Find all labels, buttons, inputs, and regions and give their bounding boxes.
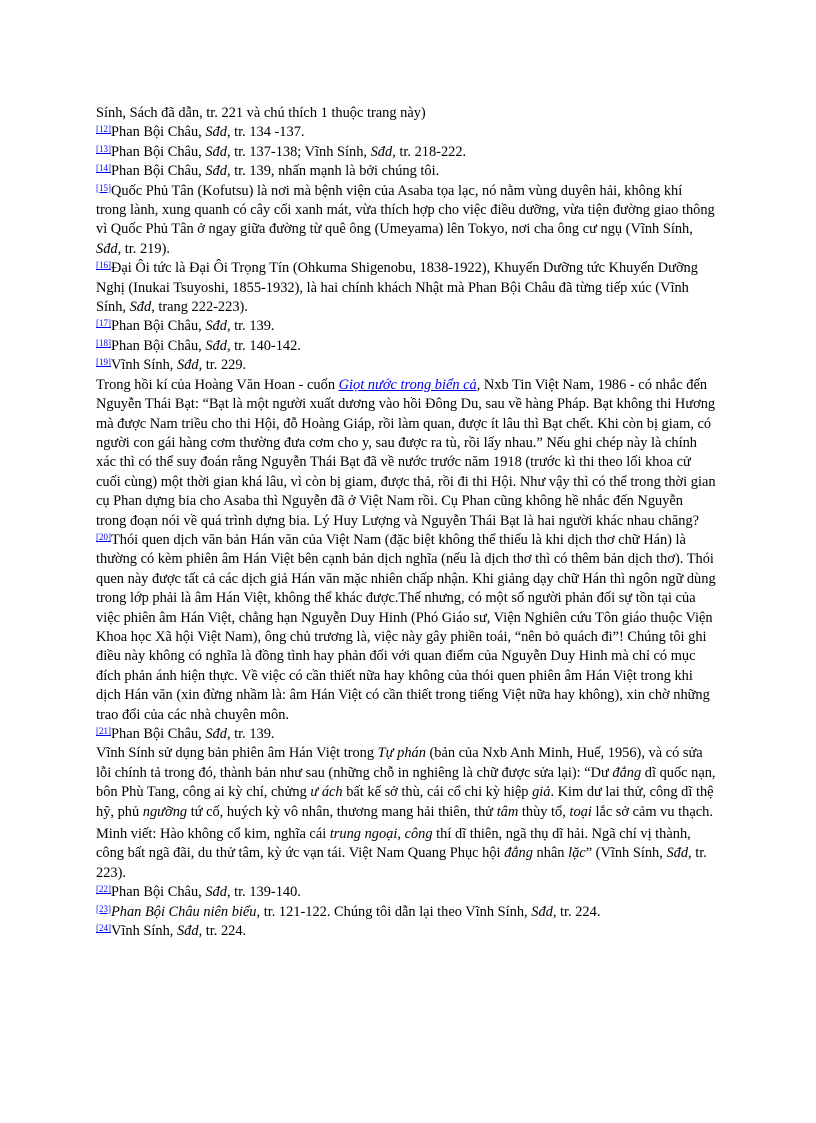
footnote-text: Vĩnh Sính,: [111, 357, 177, 374]
footnote-text: dĩ quốc nạn, bôn Phù Tang, công ai kỳ chí, chửng: [96, 764, 716, 801]
footnote-ref-link[interactable]: [20]: [96, 531, 111, 542]
italic-text: Sđd: [129, 299, 152, 316]
footnote-text: , tr. 121-122. Chúng tôi dẫn lại theo Vĩnh Sính,: [256, 903, 532, 920]
footnote-ref-link[interactable]: [12]: [96, 124, 111, 135]
italic-text: Sđd: [205, 124, 227, 141]
italic-text: Sđd: [205, 337, 227, 354]
footnote-ref-link[interactable]: [14]: [96, 163, 111, 174]
italic-text: toại: [569, 803, 592, 820]
footnote-15: [96, 182, 716, 260]
book-title-link[interactable]: Giọt nước trong biển cả: [338, 376, 477, 393]
italic-text: tâm: [496, 803, 519, 820]
italic-text: Sđd: [96, 240, 118, 257]
footnote-text: Vĩnh Sính sử dụng bản phiên âm Hán Việt trong: [96, 745, 378, 762]
footnote-text: , tr. 218-222.: [392, 143, 467, 160]
footnote-text: Quốc Phủ Tân (Kofutsu) là nơi mà bệnh viện của Asaba tọa lạc, nó nằm vùng duyên hải, không khí trong lành, xung quanh có cây cối xanh mát, vừa thích hợp cho việc điều dưỡng, vừa tiện đường giao thông vì Quốc Phủ Tân ở ngay giữa đường từ quê ông (Umeyama) lên Tokyo, nơi cha ông cư ngụ (Vĩnh Sính,: [96, 182, 715, 238]
footnote-text: Sính, Sách đã dẫn, tr. 221 và chú thích 1 thuộc trang này): [96, 105, 426, 121]
italic-text: ư ách: [310, 784, 343, 801]
footnote-ref-link[interactable]: [13]: [96, 143, 111, 154]
footnote-text: Phan Bội Châu,: [111, 143, 206, 160]
italic-text: đẳng: [504, 845, 533, 862]
footnote-text: (bản của Nxb Anh Minh, Huế, 1956), và có sửa lỗi chính tả trong đó, thành bản như sau (những chỗ in nghiêng là chữ được sửa lại): “Dư: [96, 745, 703, 781]
footnote-text: Phan Bội Châu,: [111, 124, 206, 141]
footnote-14: [96, 162, 716, 181]
italic-text: Phan Bội Châu niên biểu: [111, 903, 257, 920]
footnote-text: . Kim dư lai thử, công dĩ thệ hỹ, phủ: [96, 784, 714, 820]
footnote-text: , tr. 140-142.: [226, 337, 301, 354]
footnote-text: , tr. 137-138; Vĩnh Sính,: [226, 143, 371, 160]
footnote-paragraph: [96, 376, 716, 531]
italic-text: Sđd: [205, 318, 227, 335]
italic-text: lặc: [568, 845, 586, 862]
footnote-ref-link[interactable]: [23]: [96, 903, 111, 914]
footnote-text: ” (Vĩnh Sính,: [585, 845, 667, 862]
footnote-paragraph: [96, 104, 716, 123]
footnote-ref-link[interactable]: [22]: [96, 884, 111, 895]
footnote-text: , tr. 223).: [96, 845, 707, 881]
italic-text: Sđd: [531, 903, 553, 920]
footnote-text: Đại Ôi tức là Đại Ôi Trọng Tín (Ohkuma Shigenobu, 1838-1922), Khuyển Dưỡng tức Khuyển Dưỡng Nghị (Inukai Tsuyoshi, 1855-1932), là hai chính khách Nhật mà Phan Bội Châu đã từng tiếp xúc (Vĩnh Sính,: [96, 260, 698, 316]
italic-text: công: [404, 826, 433, 843]
footnote-text: , tr. 139, nhấn mạnh là bởi chúng tôi.: [226, 163, 440, 180]
italic-text: Tự phán: [377, 745, 426, 762]
italic-text: đẳng: [612, 764, 642, 781]
italic-text: Sđd: [176, 357, 199, 374]
footnote-text: , tr. 139-140.: [226, 884, 301, 901]
footnote-20: [96, 531, 716, 725]
footnote-16: [96, 259, 716, 317]
footnote-text: , tr. 139.: [226, 726, 275, 742]
footnote-text: bất kế sở thù, cái cổ chi kỳ hiệp: [342, 784, 533, 801]
footnote-text: Minh viết: Hào không cổ kim, nghĩa cái: [96, 826, 330, 843]
italic-text: Sđd: [370, 143, 393, 160]
italic-text: Sđd: [205, 726, 227, 742]
footnote-12: [96, 123, 716, 142]
footnote-text: , tr. 224.: [198, 923, 247, 940]
italic-text: Sđd: [205, 884, 227, 901]
footnote-23: [96, 903, 716, 922]
footnote-text: , tr. 219).: [117, 240, 170, 257]
footnote-text: Vĩnh Sính,: [111, 923, 177, 940]
footnote-text: ,: [397, 826, 405, 843]
footnote-13: [96, 143, 716, 162]
italic-text: Sđd: [666, 845, 689, 862]
footnote-22: [96, 883, 716, 902]
italic-text: ngưỡng: [142, 803, 188, 820]
footnote-19: [96, 356, 716, 375]
footnote-ref-link[interactable]: [17]: [96, 318, 111, 329]
footnote-ref-link[interactable]: [16]: [96, 260, 111, 271]
footnote-text: , tr. 139.: [226, 318, 275, 335]
italic-text: giả: [532, 784, 551, 801]
footnote-text: tứ cố, huých kỳ vô nhân, thương mang hải thiên, thử: [187, 803, 497, 820]
italic-text: Sđd: [205, 163, 227, 180]
footnote-24: [96, 922, 716, 941]
footnote-17: [96, 317, 716, 336]
footnote-text: thí dĩ thiên, ngã thụ dĩ hải. Ngã chí vị thành, công bất ngã đãi, du thử tâm, kỳ ức vạn tái. Việt Nam Quang Phục hội: [96, 826, 691, 862]
footnote-ref-link[interactable]: [18]: [96, 337, 111, 348]
footnote-paragraph: [96, 744, 716, 822]
italic-text: trung ngoại: [329, 826, 398, 843]
footnote-text: thùy tố,: [518, 803, 570, 820]
footnote-text: , tr. 224.: [552, 903, 601, 920]
italic-text: Sđd: [176, 923, 199, 940]
footnotes-section: [96, 104, 716, 941]
footnote-ref-link[interactable]: [15]: [96, 182, 111, 193]
footnote-paragraph: [96, 825, 716, 883]
footnote-text: Trong hồi kí của Hoàng Văn Hoan - cuốn: [96, 376, 339, 393]
footnote-ref-link[interactable]: [19]: [96, 357, 111, 368]
footnote-text: , Nxb Tin Việt Nam, 1986 - có nhắc đến Nguyễn Thái Bạt: “Bạt là một người xuất dương vào hồi Đông Du, sau về hàng Pháp. Bạt không thi Hương mà được Nam triều cho thi Hội, đỗ Hoàng Giáp, rồi làm quan, được ít lâu thì Bạt chết. Khi còn bị giam, có người con gái hàng cơm thường đưa cơm cho y, sau được ra tù, rồi lấy nhau.” Nếu ghi chép này là chính xác thì có thể suy đoán rằng Nguyễn Thái Bạt đã về nước trước năm 1918 (trước kì thi theo lối khoa cử cuối cùng) một thời gian khá lâu, vì còn bị giam, được thả, rồi đi thi Hội. Như vậy thì có thể trong thời gian cụ Phan dựng bia cho Asaba thì Nguyễn đã ở Việt Nam rồi. Cụ Phan cũng không hề nhắc đến Nguyễn trong đoạn nói về quá trình dựng bia. Lý Huy Lượng và Nguyễn Thái Bạt là hai người khác nhau chăng?: [96, 376, 716, 529]
footnote-text: , tr. 229.: [198, 357, 247, 374]
footnote-ref-link[interactable]: [24]: [96, 923, 111, 934]
footnote-text: , trang 222-223).: [151, 299, 248, 316]
footnote-text: Thói quen dịch văn bản Hán văn của Việt Nam (đặc biệt không thể thiếu là khi dịch thơ chữ Hán) là thường có kèm phiên âm Hán Việt bên cạnh bản dịch nghĩa (nếu là dịch thơ thì có thêm bản dịch thơ). Thói quen này được tất cả các dịch giả Hán văn mặc nhiên chấp nhận. Khi giảng dạy chữ Hán thì ngôn ngữ dùng trong lớp phải là âm Hán Việt, không thể khác được.Thế nhưng, có một số người phản đối sự tồn tại của việc phiên âm Hán Việt, chẳng hạn Nguyễn Duy Hinh (Phó Giáo sư, Viện Nghiên cứu Tôn giáo thuộc Viện Khoa học Xã hội Việt Nam), ông chủ trương là, việc này gây phiền toái, “nên bỏ quách đi”! Chúng tôi ghi điều này không có nghĩa là đồng tình hay phản đối với quan điểm của Nguyễn Duy Hinh mà chỉ có mục đích phản ánh hiện thực. Về việc có cần thiết nữa hay không của thói quen phiên âm Hán Việt trong khi dịch Hán văn (xin đừng nhầm là: âm Hán Việt có cần thiết trong tiếng Việt nữa hay không), xin chờ những trao đổi của các nhà chuyên môn.: [96, 531, 716, 723]
footnote-18: [96, 337, 716, 356]
footnote-text: Phan Bội Châu,: [111, 726, 206, 742]
footnote-text: lắc sở cảm vu thạch.: [591, 803, 713, 820]
footnote-text: Phan Bội Châu,: [111, 884, 206, 901]
footnote-text: Phan Bội Châu,: [111, 337, 206, 354]
italic-text: Sđd: [205, 143, 227, 160]
footnote-21: [96, 725, 716, 744]
footnote-text: , tr. 134 -137.: [226, 124, 305, 141]
footnote-text: Phan Bội Châu,: [111, 318, 206, 335]
footnote-ref-link[interactable]: [21]: [96, 726, 111, 736]
footnote-text: Phan Bội Châu,: [111, 163, 206, 180]
footnote-text: nhân: [532, 845, 569, 862]
